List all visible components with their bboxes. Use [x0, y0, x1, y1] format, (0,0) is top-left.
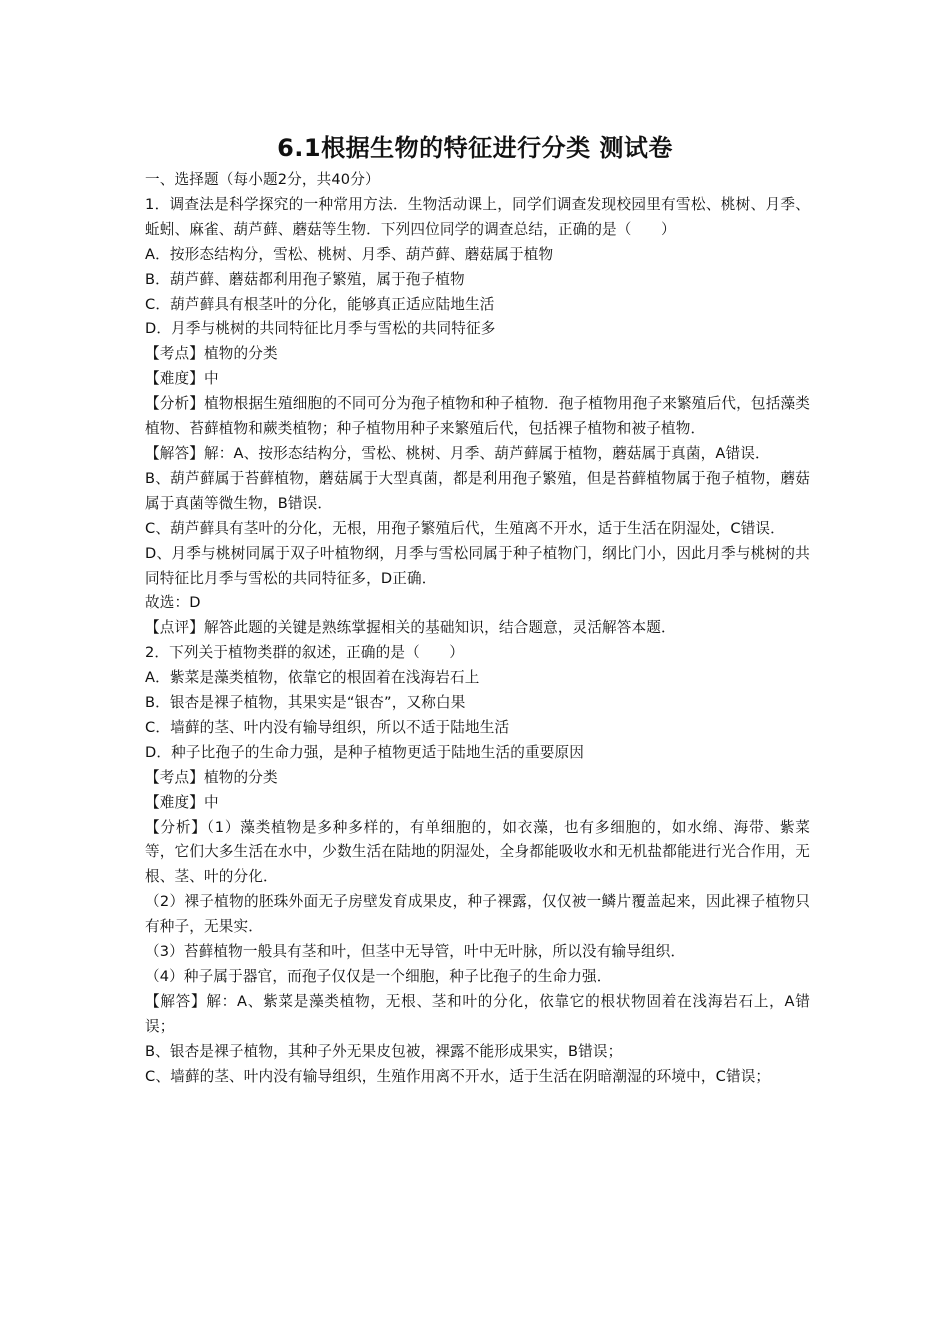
section-heading: 一、选择题（每小题2分，共40分） — [145, 171, 380, 188]
question-1-difficulty: 【难度】中 — [145, 370, 219, 388]
question-2-option-c: C．墙藓的茎、叶内没有输导组织，所以不适于陆地生活 — [145, 718, 510, 736]
question-2-analysis-1: 【分析】（1）藻类植物是多种多样的，有单细胞的，如衣藻，也有多细胞的，如水绵、海带、紫菜等，它们大多生活在水中，少数生活在陆地的阴湿处，全身都能吸收水和无机盐都能进行光合作用，无根、茎、叶的分化． — [145, 818, 810, 886]
question-2-analysis-3: （3）苔藓植物一般具有茎和叶，但茎中无导管，叶中无叶脉，所以没有输导组织． — [145, 943, 686, 961]
question-2-stem: 2．下列关于植物类群的叙述，正确的是（ ） — [145, 644, 465, 662]
question-1-option-a: A．按形态结构分，雪松、桃树、月季、葫芦藓、蘑菇属于植物 — [145, 245, 554, 263]
question-2-answer-a: 【解答】解：A、紫菜是藻类植物，无根、茎和叶的分化，依靠它的根状物固着在浅海岩石上，A错误； — [145, 992, 810, 1035]
question-1-answer-b: B、葫芦藓属于苔藓植物，蘑菇属于大型真菌，都是利用孢子繁殖，但是苔藓植物属于孢子植物，蘑菇属于真菌等微生物，B错误． — [145, 469, 810, 512]
question-1-option-c: C．葫芦藓具有根茎叶的分化，能够真正适应陆地生活 — [145, 295, 495, 313]
question-1-stem: 1．调查法是科学探究的一种常用方法．生物活动课上，同学们调查发现校园里有雪松、桃树、月季、蚯蚓、麻雀、葫芦藓、蘑菇等生物．下列四位同学的调查总结，正确的是（ ） — [145, 195, 810, 238]
question-1-choice: 故选：D — [145, 594, 201, 612]
question-2-analysis-2: （2）裸子植物的胚珠外面无子房壁发育成果皮，种子裸露，仅仅被一鳞片覆盖起来，因此裸子植物只有种子，无果实． — [145, 893, 810, 936]
document-body — [145, 168, 810, 1090]
question-2-answer-c: C、墙藓的茎、叶内没有输导组织，生殖作用离不开水，适于生活在阴暗潮湿的环境中，C错误； — [145, 1067, 771, 1085]
question-1-answer-a: 【解答】解：A、按形态结构分，雪松、桃树、月季、葫芦藓属于植物，蘑菇属于真菌，A错误． — [145, 444, 770, 462]
question-2-topic: 【考点】植物的分类 — [145, 768, 278, 786]
question-1-answer-d: D、月季与桃树同属于双子叶植物纲，月季与雪松同属于种子植物门，纲比门小，因此月季与桃树的共同特征比月季与雪松的共同特征多，D正确． — [145, 544, 810, 587]
question-2-answer-b: B、银杏是裸子植物，其种子外无果皮包被，裸露不能形成果实，B错误； — [145, 1042, 623, 1060]
page-title: 6.1根据生物的特征进行分类 测试卷 — [277, 134, 673, 162]
question-1-answer-c: C、葫芦藓具有茎叶的分化，无根，用孢子繁殖后代，生殖离不开水，适于生活在阴湿处，C错误． — [145, 519, 785, 537]
question-1-option-d: D．月季与桃树的共同特征比月季与雪松的共同特征多 — [145, 320, 496, 338]
question-2-option-d: D．种子比孢子的生命力强，是种子植物更适于陆地生活的重要原因 — [145, 743, 584, 761]
question-2-analysis-4: （4）种子属于器官，而孢子仅仅是一个细胞，种子比孢子的生命力强． — [145, 968, 612, 985]
question-2-option-a: A．紫菜是藻类植物，依靠它的根固着在浅海岩石上 — [145, 669, 480, 687]
question-1-option-b: B．葫芦藓、蘑菇都利用孢子繁殖，属于孢子植物 — [145, 270, 465, 288]
question-2-difficulty: 【难度】中 — [145, 793, 219, 811]
question-1-comment: 【点评】解答此题的关键是熟练掌握相关的基础知识，结合题意，灵活解答本题． — [145, 619, 676, 637]
question-2-option-b: B．银杏是裸子植物，其果实是“银杏”，又称白果 — [145, 694, 466, 712]
question-1-topic: 【考点】植物的分类 — [145, 345, 278, 363]
question-1-analysis: 【分析】植物根据生殖细胞的不同可分为孢子植物和种子植物．孢子植物用孢子来繁殖后代，包括藻类植物、苔藓植物和蕨类植物；种子植物用种子来繁殖后代，包括裸子植物和被子植物． — [145, 395, 810, 438]
